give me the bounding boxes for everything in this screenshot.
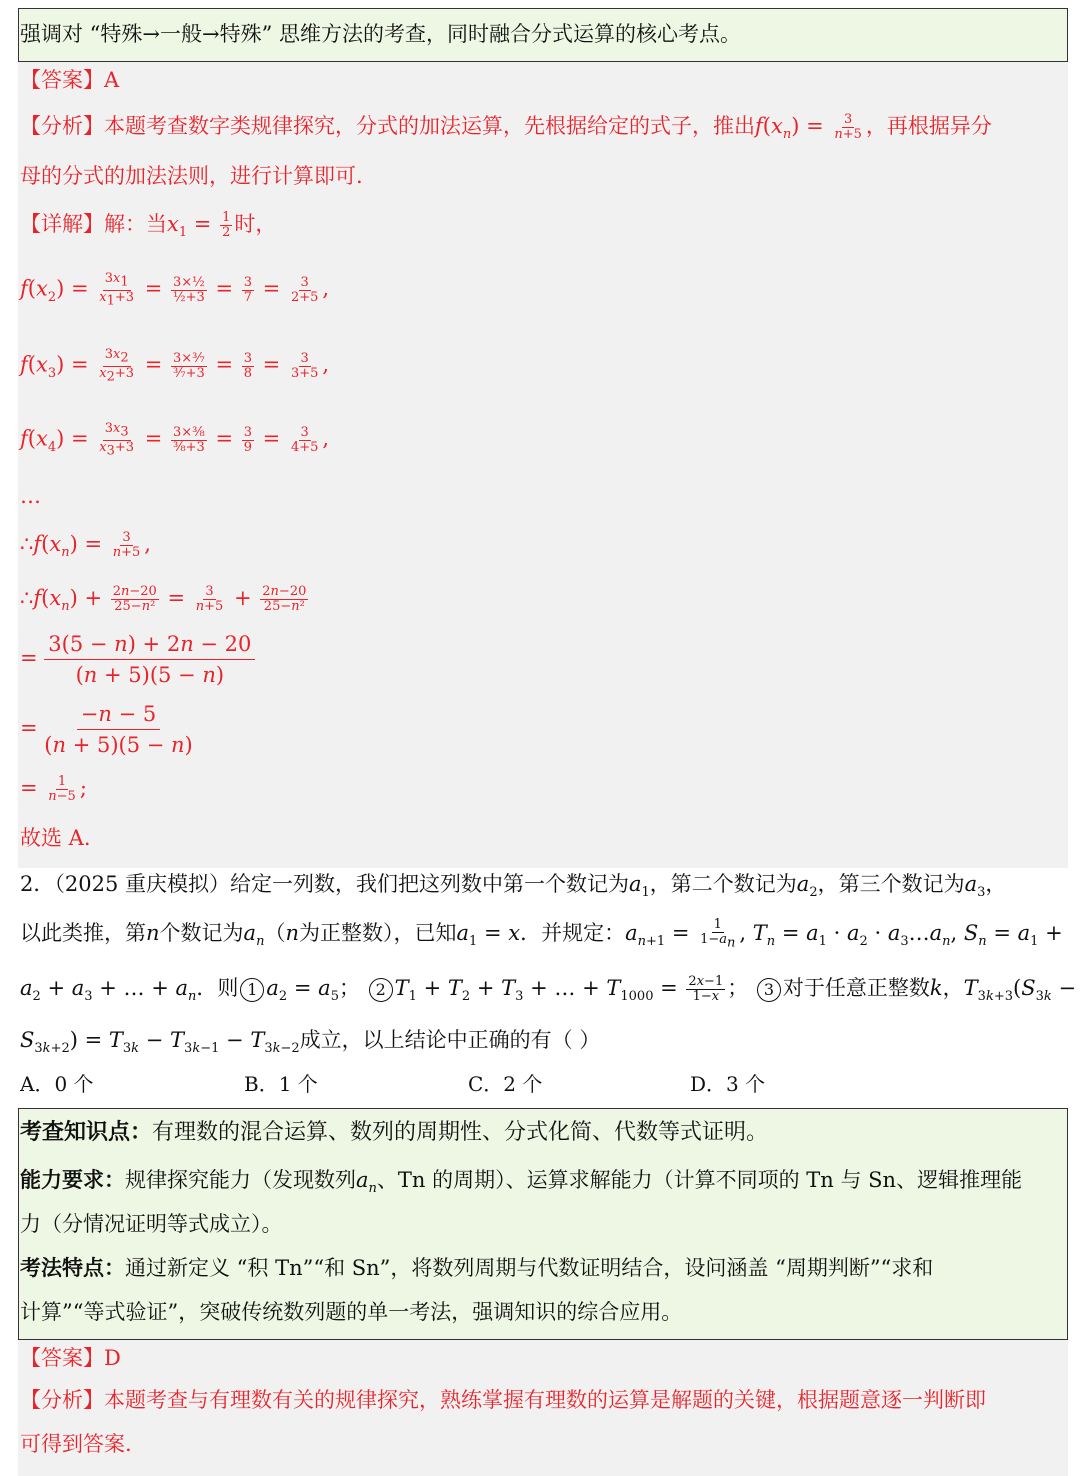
box-line-method: 考法特点：通过新定义 “积 Tn”“和 Sn”，将数列周期与代数证明结合，设问涵盖 “周期判断”“求和 (20, 1255, 934, 1280)
q1-answer: 【答案】A (20, 68, 120, 92)
q2-stem-line4: $S_{3k+2}) = T_{3k} - T_{3k-1} - T_{3k-2}$成立，以上结论中正确的有（ ） (20, 1028, 601, 1057)
eq-f-x2: $f(x_2)$ = $\frac{3x_1}{x_1+3}$ = $\frac{\text{3×½}}{\text{½+3}}$ = $\frac{3}{7}$ = $\frac{3}{2+5}$ , (20, 271, 330, 309)
q2-stem-line1: 2．（2025 重庆模拟）给定一列数，我们把这列数中第一个数记为$a_1$，第二个数记为$a_2$，第三个数记为$a_3$， (20, 872, 1007, 901)
ellipsis: … (20, 484, 41, 508)
q1-detail-line: 【详解】解：当$x_1$ = $\frac{1}{2}$ 时， (20, 210, 277, 241)
q2-analysis-line1: 【分析】本题考查与有理数有关的规律探究，熟练掌握有理数的运算是解题的关键，根据题意逐一判断即 (20, 1388, 986, 1412)
q1-analysis-line1: 【分析】本题考查数字类规律探究，分式的加法运算，先根据给定的式子，推出$f(x_n)$ = $\frac{3}{n+5}$ ，再根据异分 (20, 112, 992, 143)
option-d[interactable]: D．3 个 (690, 1072, 766, 1096)
box-line-ability: 能力要求：规律探究能力（发现数列$a_n$、Tn 的周期）、运算求解能力（计算不同项的 Tn 与 Sn、逻辑推理能 (20, 1167, 1023, 1197)
option-a[interactable]: A．0 个 (20, 1072, 94, 1096)
option-b[interactable]: B．1 个 (244, 1072, 318, 1096)
q2-stem-line3: $a_2 + a_3$ + … + $a_n$．则 1 $a_2 = a_5$； 2 $T_1 + T_2 + T_3$ + … + $T_{1000}$ = $\frac{2x-1}{1-x}$ ； 3 对于任意正整数k，$T_{3k+3}(S_{3k}$ − (20, 974, 1077, 1005)
eq-step1: = $\frac{3(5 - n) + 2n - 20}{(n + 5)(5 - n)}$ (20, 628, 255, 690)
box-line-method-2: 计算”“等式验证”，突破传统数列题的单一考法，强调知识的综合应用。 (20, 1300, 683, 1324)
eq-f-x3: $f(x_3)$ = $\frac{3x_2}{x_2+3}$ = $\frac{\text{3×³⁄₇}}{\text{³⁄₇+3}}$ = $\frac{3}{8}$ = $\frac{3}{3+5}$ , (20, 347, 330, 385)
q1-analysis-line2: 母的分式的加法法则，进行计算即可. (20, 164, 363, 188)
box-line-knowledge: 考查知识点：有理数的混合运算、数列的周期性、分式化简、代数等式证明。 (20, 1119, 769, 1145)
q1-final: 故选 A. (20, 826, 91, 850)
eq-f-xn: $\therefore f(x_n)$ = $\frac{3}{n+5}$ , (20, 530, 151, 561)
q2-analysis-line2: 可得到答案. (20, 1432, 132, 1456)
q2-answer: 【答案】D (20, 1346, 121, 1370)
eq-sum: $\therefore f(x_n)$ + $\frac{2n-20}{\text{25−n²}}$ = $\frac{3}{n+5}$ + $\frac{2n-20}{\text{25−n²}}$ (20, 584, 307, 615)
option-c[interactable]: C．2 个 (468, 1072, 543, 1096)
box-line-ability-2: 力（分情况证明等式成立）。 (20, 1212, 283, 1236)
eq-step3: = $\frac{1}{n-5}$ ; (20, 774, 87, 804)
top-box-text: 强调对 “特殊→一般→特殊” 思维方法的考查，同时融合分式运算的核心考点。 (20, 22, 742, 46)
eq-step2: = $\frac{-n - 5}{(n + 5)(5 - n)}$ (20, 698, 193, 760)
q2-stem-line2: 以此类推，第n个数记为$a_n(n$为正整数），已知$a_1 = x$．并规定：$a_{n+1}$ = $\frac{1}{1-a_n}$ , $T_n = a_1 \cdot a_2$ · $a_3\dots a_n$, $S_n = a_1$ + (20, 917, 1063, 951)
eq-f-x4: $f(x_4)$ = $\frac{3x_3}{x_3+3}$ = $\frac{\text{3×³⁄₈}}{\text{³⁄₈+3}}$ = $\frac{3}{9}$ = $\frac{3}{4+5}$ , (20, 421, 330, 459)
